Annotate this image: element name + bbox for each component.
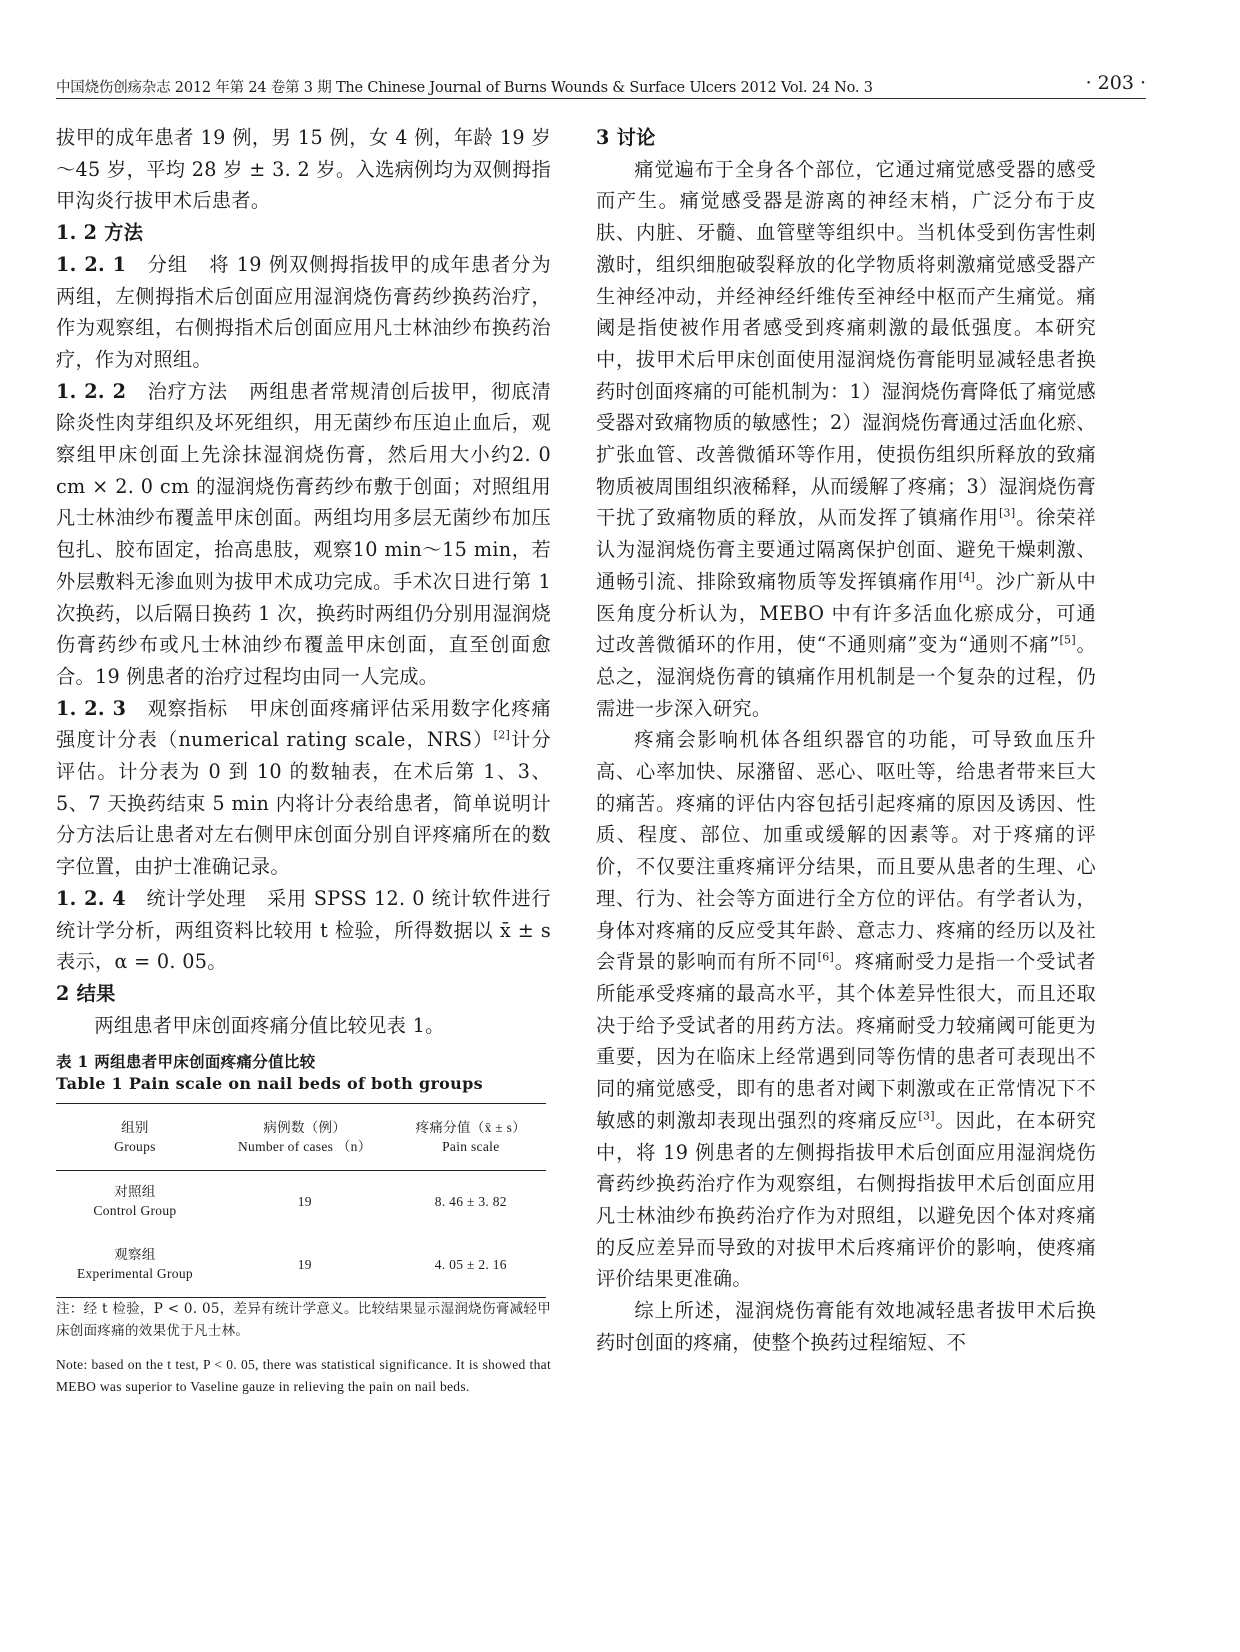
running-title: 中国烧伤创疡杂志 2012 年第 24 卷第 3 期 The Chinese Journal of Burns Wounds & Surface Ulcers 2012 Vol. 24 No. 3: [56, 80, 873, 96]
subsection-title: 治疗方法: [147, 379, 229, 403]
subsection-text: 采用 SPSS 12. 0 统计软件进行统计学分析，两组资料比较用 t 检验，所得数据以 x̄ ± s 表示，α = 0. 05。: [56, 886, 551, 974]
table-header-row: [56, 1104, 546, 1171]
table-caption-zh: 表 1 两组患者甲床创面疼痛分值比较: [56, 1052, 316, 1072]
page-number: · 203 ·: [1085, 72, 1146, 94]
citation: [2]: [493, 728, 511, 742]
table-caption-en: Table 1 Pain scale on nail beds of both groups: [56, 1074, 483, 1094]
table-header-cell: 病例数（例） Number of cases （n）: [214, 1104, 396, 1171]
citation: [5]: [1059, 633, 1076, 647]
pain-score-table: [56, 1103, 546, 1298]
subsection-number: 1. 2. 2: [56, 379, 127, 403]
paragraph-intro: 拔甲的成年患者 19 例，男 15 例，女 4 例，年龄 19 岁～45 岁，平均 28 岁 ± 3. 2 岁。入选病例均为双侧拇指甲沟炎行拔甲术后患者。: [56, 126, 551, 213]
subsection-number: 1. 2. 4: [56, 886, 126, 910]
running-header: [56, 70, 1186, 96]
table-cell-score: 4. 05 ± 2. 16: [396, 1231, 546, 1298]
table-row: [56, 1231, 546, 1298]
citation: [3]: [918, 1109, 935, 1123]
citation: [3]: [998, 507, 1016, 521]
table-header-cell: 疼痛分值（x̄ ± s） Pain scale: [396, 1104, 546, 1171]
table-row: [56, 1171, 546, 1232]
right-column: [596, 122, 1096, 1358]
subsection-number: 1. 2. 1: [56, 252, 127, 276]
citation: [6]: [817, 950, 835, 964]
subsection-title: 统计学处理: [146, 886, 247, 910]
citation: [4]: [958, 570, 976, 584]
discussion-paragraph-1: 痛觉遍布于全身各个部位，它通过痛觉感受器的感受而产生。痛觉感受器是游离的神经末梢，广泛分布于皮肤、内脏、牙髓、血管壁等组织中。当机体受到伤害性刺激时，组织细胞破裂释放的化学物质将刺激痛觉感受器产生神经冲动，并经神经纤维传至神经中枢而产生痛觉。痛阈是指使被作用者感受到疼痛刺激的最低强度。本研究中，拔甲术后甲床创面使用湿润烧伤膏能明显减轻患者换药时创面疼痛的可能机制为：1）湿润烧伤膏降低了痛觉感受器对致痛物质的敏感性；2）湿润烧伤膏通过活血化瘀、扩张血管、改善微循环等作用，使损伤组织所释放的致痛物质被周围组织液稀释，从而缓解了疼痛；3）湿润烧伤膏干扰了致痛物质的释放，从而发挥了镇痛作用[3]。徐荣祥认为湿润烧伤膏主要通过隔离保护创面、避免干燥刺激、通畅引流、排除致痛物质等发挥镇痛作用[4]。沙广新从中医角度分析认为，MEBO 中有许多活血化瘀成分，可通过改善微循环的作用，使“不通则痛”变为“通则不痛”[5]。总之，湿润烧伤膏的镇痛作用机制是一个复杂的过程，仍需进一步深入研究。: [596, 157, 1097, 720]
subsection-1-2-2: [56, 376, 551, 693]
subsection-title: 分组: [147, 252, 189, 276]
table-cell-n: 19: [214, 1231, 396, 1298]
table-cell-score: 8. 46 ± 3. 82: [434, 1193, 507, 1209]
discussion-paragraph-3: 综上所述，湿润烧伤膏能有效地减轻患者拔甲术后换药时创面的疼痛，使整个换药过程缩短、不: [596, 1299, 1096, 1354]
subsection-text: 将 19 例双侧拇指拔甲的成年患者分为两组，左侧拇指术后创面应用湿润烧伤膏药纱换药治疗，作为观察组，右侧拇指术后创面应用凡士林油纱布换药治疗，作为对照组。: [56, 252, 551, 371]
table-cell-group: 观察组 Experimental Group: [56, 1231, 214, 1298]
table-note-en: Note: based on the t test, P < 0. 05, there was statistical significance. It is showed that MEBO was superior to Vaseline gauze in relieving the pain on nail beds.: [56, 1357, 551, 1395]
header-rule: [56, 98, 1146, 99]
subsection-text: 两组患者常规清创后拔甲，彻底清除炎性肉芽组织及坏死组织，用无菌纱布压迫止血后，观察组甲床创面上先涂抹湿润烧伤膏，然后用大小约2. 0 cm × 2. 0 cm 的湿润烧伤膏药纱布敷于创面；对照组用凡士林油纱布覆盖甲床创面。两组均用多层无菌纱布加压包扎、胶布固定，抬高患肢，观察10 min～15 min，若外层敷料无渗血则为拔甲术成功完成。手术次日进行第 1 次换药，以后隔日换药 1 次，换药时两组仍分别用湿润烧伤膏药纱布或凡士林油纱布覆盖甲床创面，直至创面愈合。19 例患者的治疗过程均由同一人完成。: [56, 379, 552, 688]
subsection-text-cont: 计分评估。计分表为 0 到 10 的数轴表，在术后第 1、3、5、7 天换药结束 5 min 内将计分表给患者，简单说明计分方法后让患者对左右侧甲床创面分别自评疼痛所在的数字位置，由护士准确记录。: [56, 728, 551, 879]
left-column: [56, 122, 551, 1398]
subsection-1-2-1: [56, 249, 551, 376]
table-cell-n: 19: [297, 1193, 312, 1209]
subsection-number: 1. 2. 3: [56, 696, 127, 720]
subsection-1-2-4: [56, 883, 551, 978]
discussion-paragraph-2: 疼痛会影响机体各组织器官的功能，可导致血压升高、心率加快、尿潴留、恶心、呕吐等，给患者带来巨大的痛苦。疼痛的评估内容包括引起疼痛的原因及诱因、性质、程度、部位、加重或缓解的因素等。对于疼痛的评价，不仅要注重疼痛评分结果，而且要从患者的生理、心理、行为、社会等方面进行全方位的评估。有学者认为，身体对疼痛的反应受其年龄、意志力、疼痛的经历以及社会背景的影响而有所不同[6]。疼痛耐受力是指一个受试者所能承受疼痛的最高水平，其个体差异性很大，而且还取决于给予受试者的用药方法。疼痛耐受力较痛阈可能更为重要，因为在临床上经常遇到同等伤情的患者可表现出不同的痛觉感受，即有的患者对阈下刺激或在正常情况下不敏感的刺激却表现出强烈的疼痛反应[3]。因此，在本研究中，将 19 例患者的左侧拇指拔甲术后创面应用湿润烧伤膏药纱换药治疗作为观察组，右侧拇指拔甲术后创面应用凡士林油纱布换药治疗作为对照组，以避免因个体对疼痛的反应差异而导致的对拔甲术后疼痛评价的影响，使疼痛评价结果更准确。: [596, 728, 1096, 1291]
table-header-cell: 组别 Groups: [56, 1104, 214, 1171]
table-cell-group: 对照组 Control Group: [93, 1184, 177, 1219]
subsection-title: 观察指标: [147, 696, 229, 720]
section-heading-2: 2 结果: [56, 981, 116, 1005]
section-heading-3: 3 讨论: [596, 126, 656, 149]
paragraph-results: 两组患者甲床创面疼痛分值比较见表 1。: [94, 1013, 445, 1037]
table-1: [56, 1051, 551, 1398]
table-note-zh: 注：经 t 检验，P < 0. 05，差异有统计学意义。比较结果显示湿润烧伤膏减轻甲床创面疼痛的效果优于凡士林。: [56, 1301, 551, 1340]
subsection-text: 甲床创面疼痛评估采用数字化疼痛强度计分表（numerical rating scale，NRS）: [56, 696, 552, 752]
subsection-1-2-3: [56, 693, 551, 883]
section-heading-1-2: 1. 2 方法: [56, 221, 144, 245]
